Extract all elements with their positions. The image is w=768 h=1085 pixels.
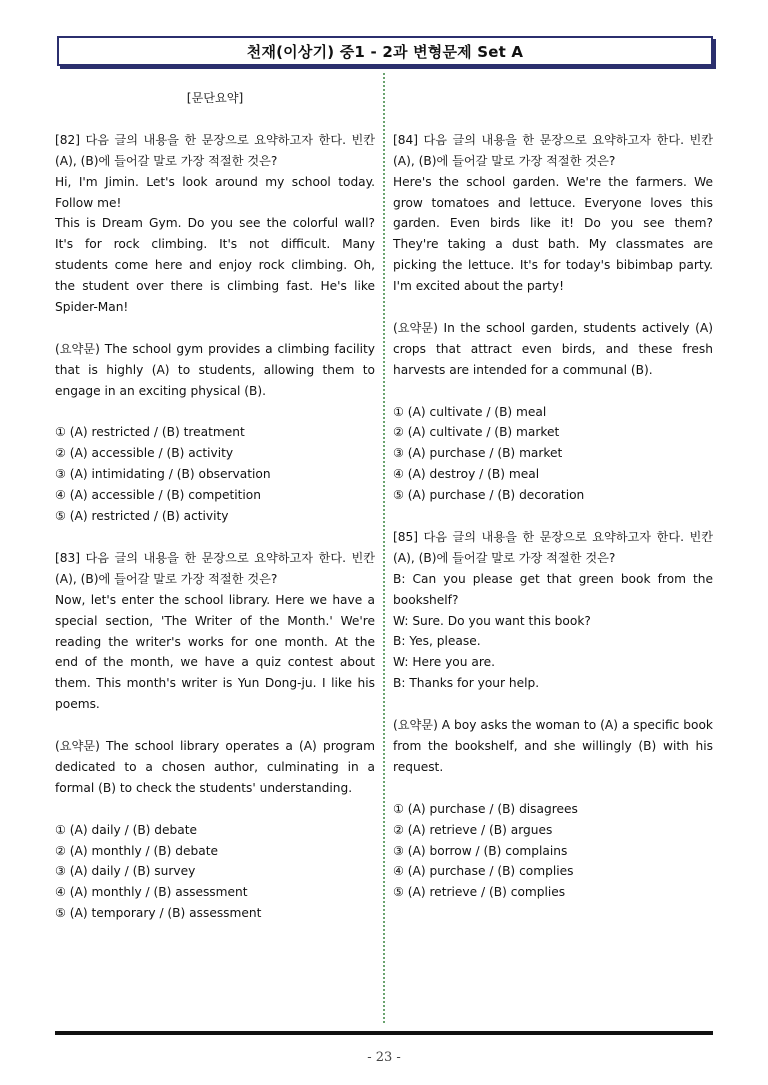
answer-option[interactable]: ④ (A) monthly / (B) assessment	[55, 885, 248, 900]
summary-sentence: (요약문) A boy asks the woman to (A) a specific book from the bookshelf, and she willingly (B) with his request.	[393, 718, 713, 774]
dialogue-line: W: Here you are.	[393, 655, 495, 670]
answer-option[interactable]: ③ (A) intimidating / (B) observation	[55, 467, 271, 482]
passage-text: This is Dream Gym. Do you see the colorful wall? It's for rock climbing. It's not difficult. Many students come here and enjoy rock climbing. Oh, the student over there is climbing fast. He's like Spider-Man!	[55, 216, 375, 315]
answer-option[interactable]: ④ (A) purchase / (B) complies	[393, 864, 574, 879]
answer-option[interactable]: ② (A) cultivate / (B) market	[393, 425, 560, 440]
answer-option[interactable]: ④ (A) accessible / (B) competition	[55, 488, 261, 503]
answer-option[interactable]: ① (A) purchase / (B) disagrees	[393, 801, 578, 816]
answer-option[interactable]: ① (A) restricted / (B) treatment	[55, 425, 245, 440]
answer-option[interactable]: ③ (A) purchase / (B) market	[393, 446, 563, 461]
right-column	[393, 88, 713, 903]
section-label: [문단요약]	[186, 91, 244, 105]
dialogue-line: B: Yes, please.	[393, 634, 481, 649]
dialogue-line: B: Can you please get that green book from the bookshelf?	[393, 571, 713, 607]
question-83	[55, 548, 375, 924]
answer-option[interactable]: ⑤ (A) retrieve / (B) complies	[393, 885, 566, 900]
dialogue-line: B: Thanks for your help.	[393, 676, 540, 691]
summary-sentence: (요약문) The school gym provides a climbing facility that is highly (A) to students, allowing them to engage in an exciting physical (B).	[55, 341, 375, 398]
question-85	[393, 527, 713, 903]
answer-option[interactable]: ② (A) retrieve / (B) argues	[393, 822, 553, 837]
footer-rule	[55, 1031, 713, 1035]
answer-option[interactable]: ② (A) monthly / (B) debate	[55, 843, 218, 858]
passage-text: Now, let's enter the school library. Here we have a special section, 'The Writer of the Month.' We're reading the writer's works for one month. At the end of the month, we have a quiz contest about them. This month's writer is Yun Dong-ju. I like his poems.	[55, 592, 375, 712]
answer-option[interactable]: ① (A) cultivate / (B) meal	[393, 404, 547, 419]
page-title: 천재(이상기) 중1 - 2과 변형문제 Set A	[57, 36, 713, 66]
question-prompt: [85] 다음 글의 내용을 한 문장으로 요약하고자 한다. 빈칸 (A), (B)에 들어갈 말로 가장 적절한 것은?	[393, 529, 713, 565]
answer-option[interactable]: ① (A) daily / (B) debate	[55, 822, 198, 837]
summary-sentence: (요약문) The school library operates a (A) program dedicated to a chosen author, culminating in a formal (B) to check the students' understanding.	[55, 739, 375, 795]
answer-option[interactable]: ② (A) accessible / (B) activity	[55, 446, 234, 461]
answer-option[interactable]: ④ (A) destroy / (B) meal	[393, 467, 540, 482]
answer-option[interactable]: ⑤ (A) restricted / (B) activity	[55, 509, 229, 524]
answer-option[interactable]: ⑤ (A) purchase / (B) decoration	[393, 488, 585, 503]
question-82	[55, 130, 375, 527]
question-prompt: [82] 다음 글의 내용을 한 문장으로 요약하고자 한다. 빈칸 (A), (B)에 들어갈 말로 가장 적절한 것은?	[55, 132, 375, 168]
answer-option[interactable]: ③ (A) daily / (B) survey	[55, 864, 196, 879]
question-84	[393, 130, 713, 506]
question-prompt: [84] 다음 글의 내용을 한 문장으로 요약하고자 한다. 빈칸 (A), (B)에 들어갈 말로 가장 적절한 것은?	[393, 132, 713, 168]
dialogue-line: W: Sure. Do you want this book?	[393, 613, 591, 628]
passage-text: Hi, I'm Jimin. Let's look around my school today. Follow me!	[55, 174, 375, 210]
page-number: - 23 -	[367, 1050, 401, 1065]
question-prompt: [83] 다음 글의 내용을 한 문장으로 요약하고자 한다. 빈칸 (A), (B)에 들어갈 말로 가장 적절한 것은?	[55, 550, 375, 586]
left-column	[55, 88, 375, 924]
summary-sentence: (요약문) In the school garden, students actively (A) crops that attract even birds, and these fresh harvests are intended for a communal (B).	[393, 320, 713, 377]
column-divider	[383, 73, 385, 1023]
passage-text: Here's the school garden. We're the farmers. We grow tomatoes and lettuce. Everyone loves this garden. Even birds like it! Do you see them? They're taking a dust bath. My classmates are picking the lettuce. It's for today's bibimbap party. I'm excited about the party!	[393, 174, 713, 294]
answer-option[interactable]: ③ (A) borrow / (B) complains	[393, 843, 568, 858]
answer-option[interactable]: ⑤ (A) temporary / (B) assessment	[55, 906, 262, 921]
